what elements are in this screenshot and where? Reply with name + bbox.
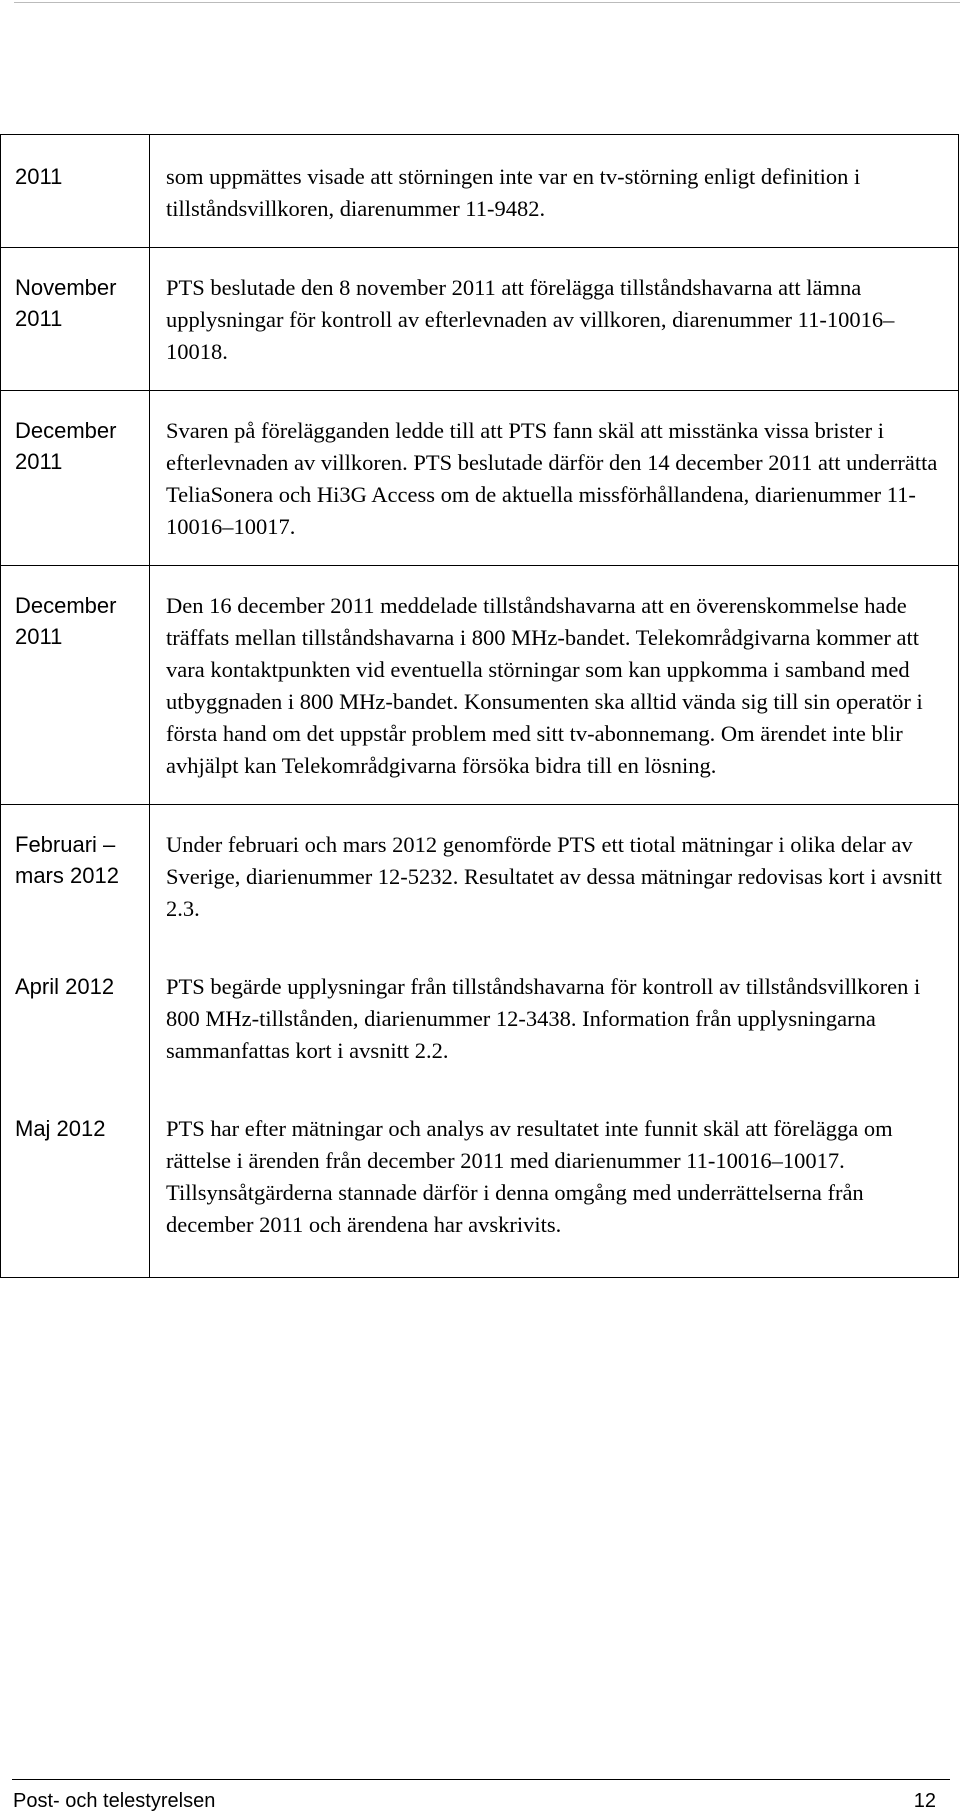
event-text-cell: PTS har efter mätningar och analys av resultatet inte funnit skäl att förelägga om rättelse i ärenden från december 2011 med diarienummer 11-10016–10017. Tillsynsåtgärderna stannade därför i denna omgång med underrättelserna från december 2011 och ärendena har avskrivits.: [150, 1089, 959, 1278]
date-cell: November 2011: [1, 248, 150, 391]
footer-organization: Post- och telestyrelsen: [13, 1790, 216, 1812]
table-row: [1, 805, 959, 948]
event-text-cell: Svaren på förelägganden ledde till att PTS fann skäl att misstänka vissa brister i efterlevnaden av villkoren. PTS beslutade därför den 14 december 2011 att underrätta TeliaSonera och Hi3G Access om de aktuella missförhållandena, diarienummer 11-10016–10017.: [150, 391, 959, 566]
date-cell: April 2012: [1, 947, 150, 1089]
event-text-cell: PTS beslutade den 8 november 2011 att förelägga tillståndshavarna att lämna upplysningar för kontroll av efterlevnaden av villkoren, diarenummer 11-10016–10018.: [150, 248, 959, 391]
table-row: [1, 947, 959, 1089]
date-cell: December 2011: [1, 391, 150, 566]
table-row: [1, 135, 959, 248]
date-cell: 2011: [1, 135, 150, 248]
timeline-table: [0, 134, 959, 1278]
event-text-cell: PTS begärde upplysningar från tillståndshavarna för kontroll av tillståndsvillkoren i 800 MHz-tillstånden, diarienummer 12-3438. Information från upplysningarna sammanfattas kort i avsnitt 2.2.: [150, 947, 959, 1089]
table-row: [1, 566, 959, 805]
table-row: [1, 391, 959, 566]
event-text-cell: som uppmättes visade att störningen inte var en tv-störning enligt definition i tillståndsvillkoren, diarenummer 11-9482.: [150, 135, 959, 248]
table-row: [1, 248, 959, 391]
table-row: [1, 1089, 959, 1278]
date-cell: Februari – mars 2012: [1, 805, 150, 948]
event-text-cell: Den 16 december 2011 meddelade tillståndshavarna att en överenskommelse hade träffats mellan tillståndshavarna i 800 MHz-bandet. Telekområdgivarna kommer att vara kontaktpunkten vid eventuella störningar som kan uppkomma i samband med utbyggnaden i 800 MHz-bandet. Konsumenten ska alltid vända sig till sin operatör i första hand om det uppstår problem med sitt tv-abonnemang. Om ärendet inte blir avhjälpt kan Telekområdgivarna försöka bidra till en lösning.: [150, 566, 959, 805]
date-cell: December 2011: [1, 566, 150, 805]
date-cell: Maj 2012: [1, 1089, 150, 1278]
top-divider: [14, 2, 960, 3]
footer-divider: [12, 1779, 950, 1780]
event-text-cell: Under februari och mars 2012 genomförde PTS ett tiotal mätningar i olika delar av Sverige, diarienummer 12-5232. Resultatet av dessa mätningar redovisas kort i avsnitt 2.3.: [150, 805, 959, 948]
page-number: 12: [913, 1790, 936, 1812]
